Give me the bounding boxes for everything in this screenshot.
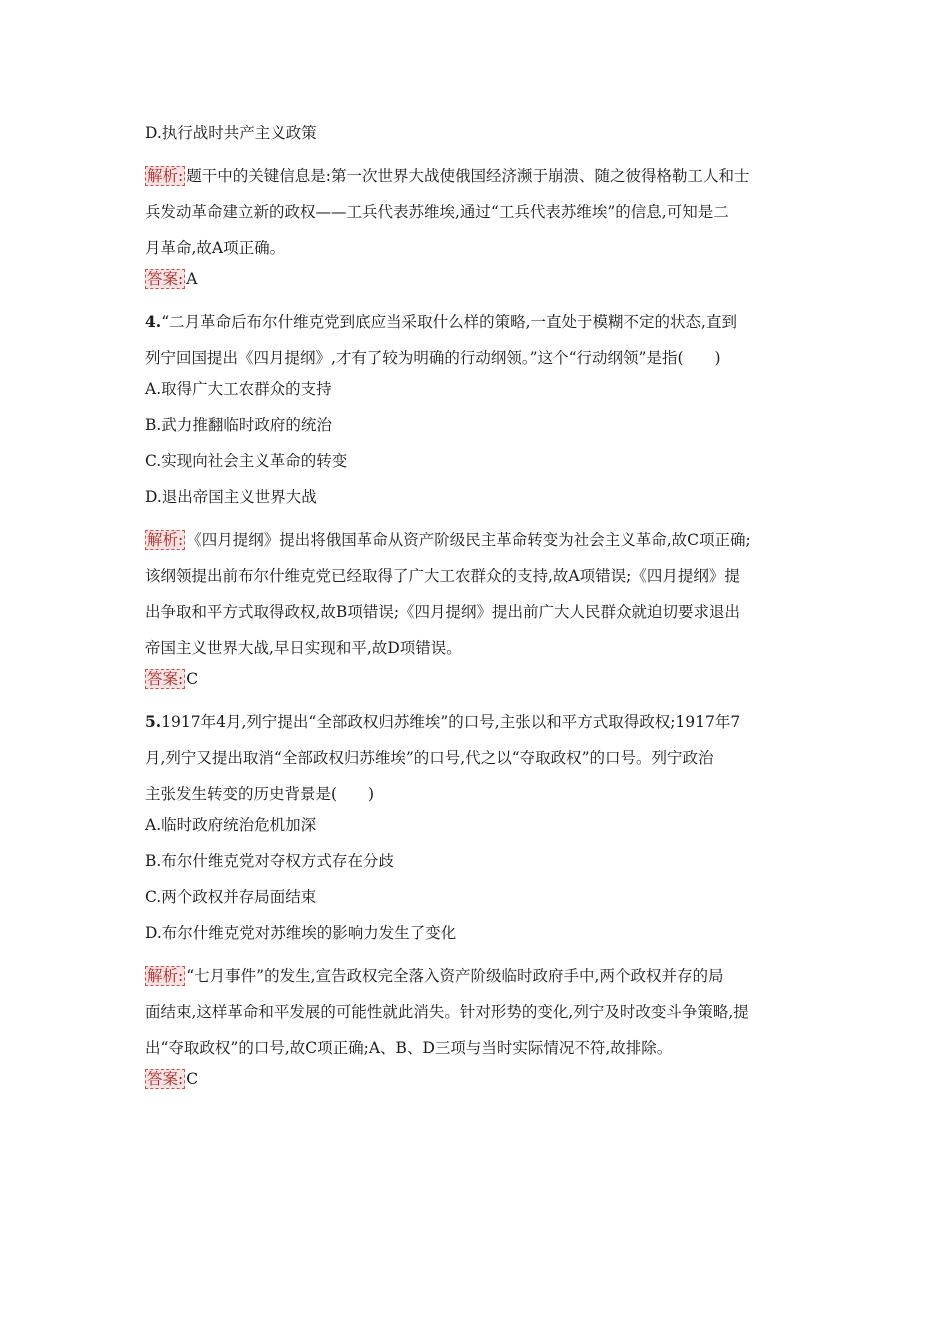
q4-option-a: A.取得广大工农群众的支持 xyxy=(145,380,332,398)
q5-option-c: C.两个政权并存局面结束 xyxy=(145,888,317,906)
answer-tag: 答案: xyxy=(147,270,184,288)
q3-explanation: 解析: 题干中的关键信息是:第一次世界大战使俄国经济濒于崩溃、随之彼得格勒工人和士 兵发动革命建立新的政权——工兵代表苏维埃,通过“工兵代表苏维埃”的信息,可知是二 月革命,故A项正确。 xyxy=(145,167,750,257)
q4-option-d: D.退出帝国主义世界大战 xyxy=(145,488,317,506)
answer-tag: 答案: xyxy=(147,1070,184,1088)
q5-option-b: B.布尔什维克党对夺权方式存在分歧 xyxy=(145,852,394,870)
q3-option-d: D.执行战时共产主义政策 xyxy=(145,124,317,142)
answer-tag: 答案: xyxy=(147,670,184,688)
q4-option-c: C.实现向社会主义革命的转变 xyxy=(145,452,348,470)
q4-stem: 4.“二月革命后布尔什维克党到底应当采取什么样的策略,一直处于模糊不定的状态,直到 列宁回国提出《四月提纲》,才有了较为明确的行动纲领。”这个“行动纲领”是指( ) xyxy=(145,312,737,367)
q5-answer: 答案: C xyxy=(147,1070,199,1088)
q5-option-a: A.临时政府统治危机加深 xyxy=(145,816,317,834)
q5-option-d: D.布尔什维克党对苏维埃的影响力发生了变化 xyxy=(145,924,457,942)
q4-explanation: 解析: 《四月提纲》提出将俄国革命从资产阶级民主革命转变为社会主义革命,故C项正确; 该纲领提出前布尔什维克党已经取得了广大工农群众的支持,故A项错误;《四月提纲》提 出争取和平方式取得政权,故B项错误;《四月提纲》提出前广大人民群众就迫切要求退出 帝国主义世界大战,早日实现和平,故D项错误。 xyxy=(145,531,751,657)
q3-answer: 答案: A xyxy=(147,270,198,288)
q5-number: 5. xyxy=(145,712,162,731)
q5-stem: 5.1917年4月,列宁提出“全部政权归苏维埃”的口号,主张以和平方式取得政权;1917年7 月,列宁又提出取消“全部政权归苏维埃”的口号,代之以“夺取政权”的口号。列宁政治 主张发生转变的历史背景是( ) xyxy=(145,712,741,803)
q4-option-b: B.武力推翻临时政府的统治 xyxy=(145,416,332,434)
content-area xyxy=(145,122,805,1104)
q4-answer: 答案: C xyxy=(147,670,199,688)
q4-number: 4. xyxy=(145,312,162,331)
explanation-tag: 解析: xyxy=(147,167,184,185)
q5-explanation: 解析: “七月事件”的发生,宣告政权完全落入资产阶级临时政府手中,两个政权并存的局 面结束,这样革命和平发展的可能性就此消失。针对形势的变化,列宁及时改变斗争策略,提 出“夺取政权”的口号,故C项正确;A、B、D三项与当时实际情况不符,故排除。 xyxy=(145,967,749,1057)
explanation-tag: 解析: xyxy=(147,967,184,985)
explanation-tag: 解析: xyxy=(147,531,184,549)
